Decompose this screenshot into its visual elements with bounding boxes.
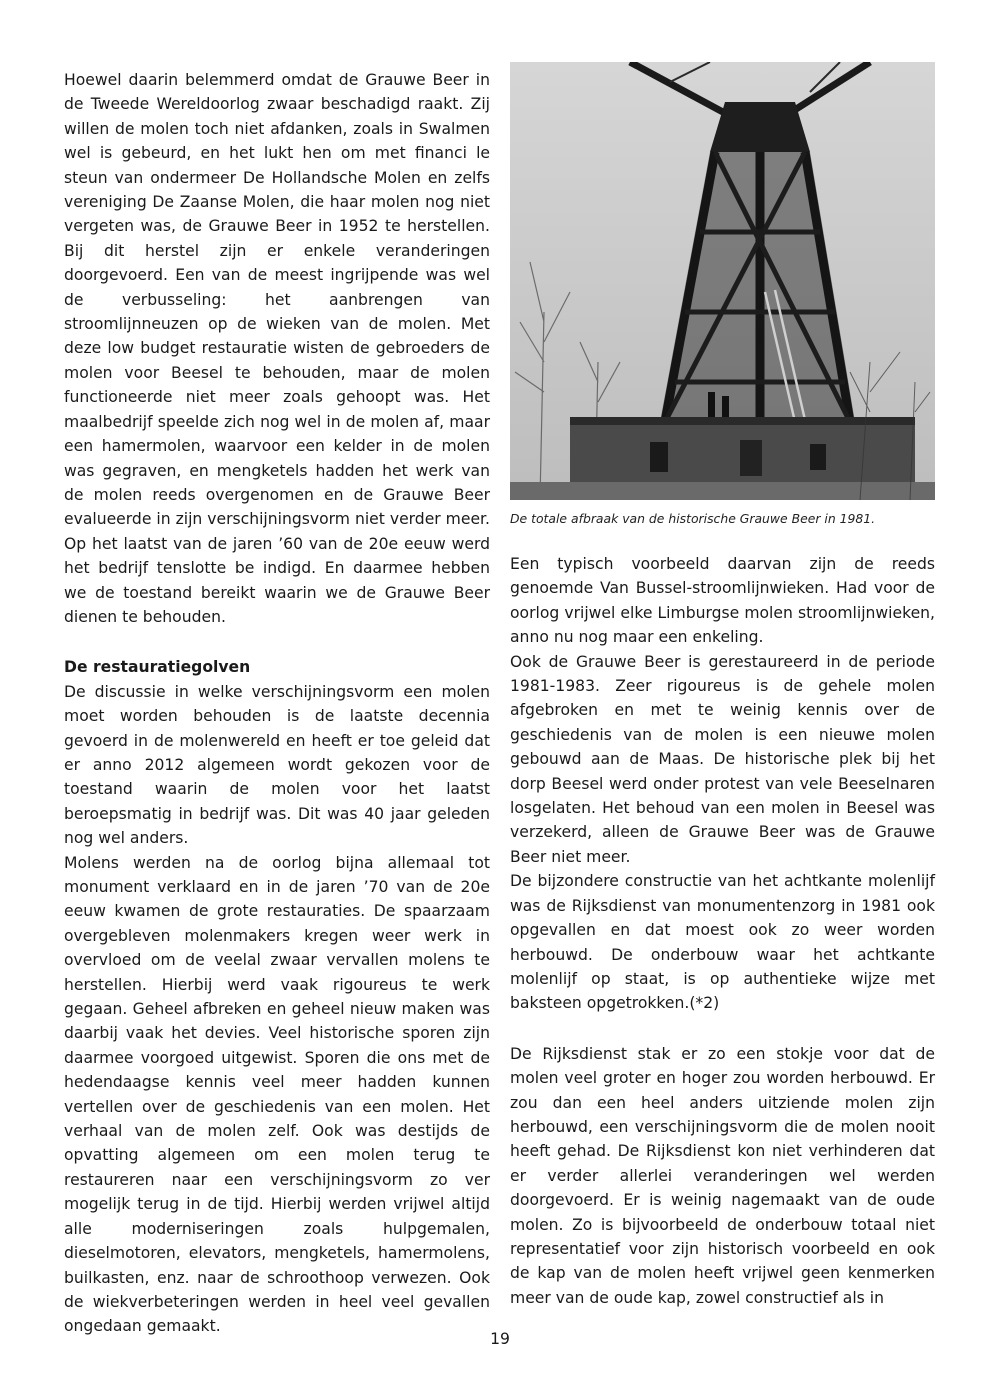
paragraph: Ook de Grauwe Beer is gerestaureerd in de periode 1981-1983. Zeer rigoureus is de gehele molen afgebroken en met te weinig kennis over de geschiedenis van de molen is een nieuwe molen gebouwd aan de Maas. De historische plek bij het dorp Beesel werd onder protest van vele Beeselnaren losgelaten. Het behoud van een molen in Beesel was verzekerd, alleen de Grauwe Beer was de Grauwe Beer niet meer. — [510, 652, 935, 866]
figure — [510, 62, 935, 528]
right-column — [510, 552, 935, 1310]
paragraph: De Rijksdienst stak er zo een stokje voor dat de molen veel groter en hoger zou worden herbouwd. Er zou dan een heel anders uitziende molen zijn herbouwd, een verschijningsvorm die de molen nooit heeft gehad. De Rijksdienst kon niet verhinderen dat er verder allerlei veranderingen wel werden doorgevoerd. Er is weinig nagemaakt van de oude molen. Zo is bijvoorbeeld de onderbouw totaal niet representatief voor zijn historisch voorbeeld en ook de kap van de molen heeft vrijwel geen kenmerken meer van de oude kap, zowel constructief als in — [510, 1044, 935, 1307]
paragraph: De discussie in welke verschijningsvorm een molen moet worden behouden is de laatste decennia gevoerd in de molenwereld en heeft er toe geleid dat er anno 2012 algemeen wordt gekozen voor de toestand waarin de molen voor het laatst beroepsmatig in bedrijf was. Dit was 40 jaar geleden nog wel anders. — [64, 682, 490, 848]
paragraph: Hoewel daarin belemmerd omdat de Grauwe Beer in de Tweede Wereldoorlog zwaar beschadigd raakt. Zij willen de molen toch niet afdanken, zoals in Swalmen wel is gebeurd, en het lukt hen om met financi le steun van ondermeer De Hollandsche Molen en zelfs vereniging De Zaanse Molen, die haar molen nog niet vergeten was, de Grauwe Beer in 1952 te herstellen. Bij dit herstel zijn er enkele veranderingen doorgevoerd. Een van de meest ingrijpende was wel de verbusseling: het aanbrengen van stroomlijnneuzen op de wieken van de molen. Met deze low budget restauratie wisten de gebroeders de molen voor Beesel te behouden, maar de molen functioneerde niet meer zoals gehoopt was. Het maalbedrijf speelde zich nog wel in de molen af, maar een hamermolen, waarvoor een kelder in de molen was gegraven, en mengketels hadden het werk van de molen reeds overgenomen en de Grauwe Beer evalueerde in zijn verschijningsvorm niet verder meer. Op het laatst van de jaren ’60 van de 20e eeuw werd het bedrijf tenslotte be indigd. En daarmee hebben we de toestand bereikt waarin we de Grauwe Beer dienen te behouden. — [64, 71, 490, 626]
figure-caption: De totale afbraak van de historische Grauwe Beer in 1981. — [510, 511, 876, 526]
paragraph: De bijzondere constructie van het achtkante molenlijf was de Rijksdienst van monumentenzorg in 1981 ook opgevallen en dat moest ook zo weer worden herbouwd. De onderbouw waar het achtkante molenlijf op staat, is op authentieke wijze met baksteen opgetrokken.(*2) — [510, 872, 935, 1013]
left-column — [64, 68, 490, 1339]
paragraph: Molens werden na de oorlog bijna allemaal tot monument verklaard en in de jaren ’70 van de 20e eeuw kwamen de grote restauraties. De spaarzaam overgebleven molenmakers kregen weer werk in overvloed om de veelal zwaar vervallen molens te herstellen. Hierbij werd vaak rigoureus te werk gegaan. Geheel afbreken en geheel nieuw maken was daarbij vaak het devies. Veel historische sporen zijn daarmee voorgoed uitgewist. Sporen die ons met de hedendaagse kennis veel meer hadden kunnen vertellen over de geschiedenis van een molen. Het verhaal van de molen zelf. Ook was destijds de opvatting algemeen om een molen terug te restaureren naar een verschijningsvorm zo ver mogelijk terug in de tijd. Hierbij werden vrijwel altijd alle moderniseringen zoals hulpgemalen, dieselmotoren, elevators, mengketels, hamermolens, builkasten, enz. naar de schroothoop verwezen. Ook de wiekverbeteringen werden in heel veel gevallen ongedaan gemaakt. — [64, 853, 490, 1336]
paragraph: Een typisch voorbeeld daarvan zijn de reeds genoemde Van Bussel-stroomlijnwieken. Had voor de oorlog vrijwel elke Limburgse molen stroomlijnwieken, anno nu nog maar een enkeling. — [510, 555, 935, 647]
windmill-photo — [510, 62, 935, 500]
section-heading: De restauratiegolven — [64, 658, 251, 677]
page-number: 19 — [490, 1330, 510, 1348]
